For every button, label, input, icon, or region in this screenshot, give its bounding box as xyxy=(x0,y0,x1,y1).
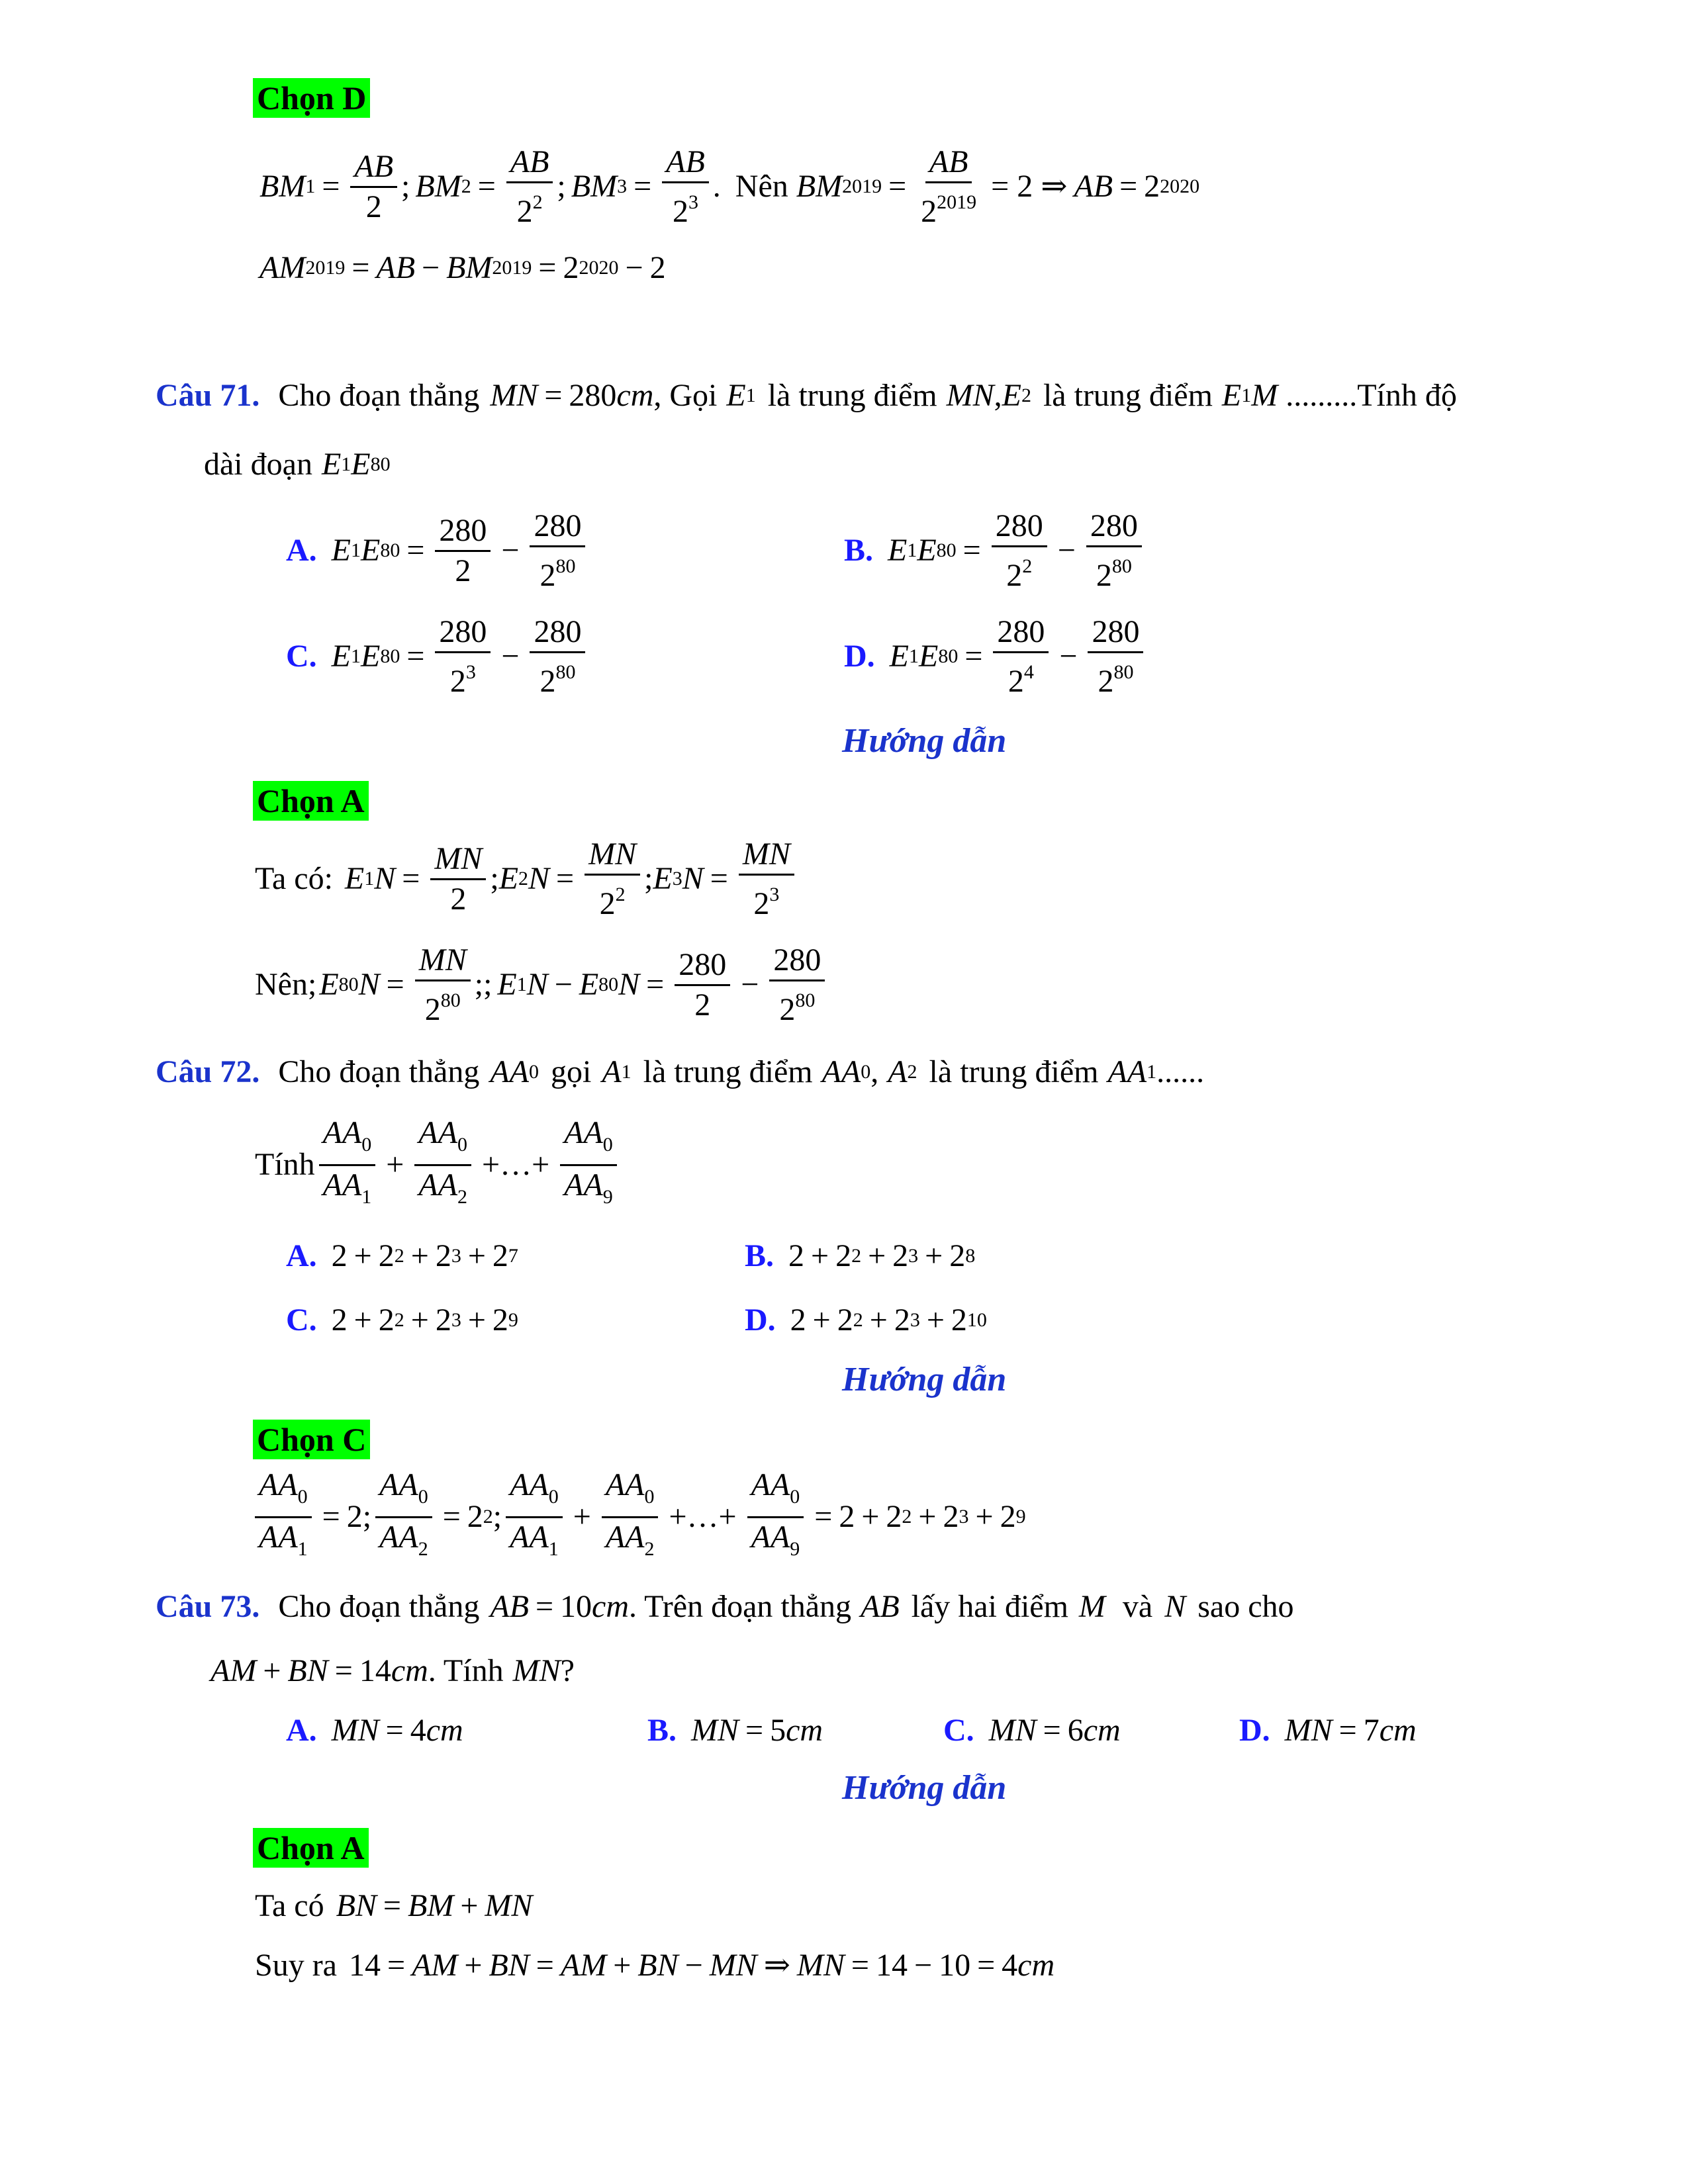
option-72-a[interactable]: A. 2 + 2 2 + 2 3 + 2 7 xyxy=(286,1238,518,1273)
solution-73-line2: Suy ra 14 = AM + BN = AM + BN − MN ⇒ MN = 14 − 10 = 4 cm xyxy=(255,1948,1055,1983)
option-72-b[interactable]: B. 2 + 2 2 + 2 3 + 2 8 xyxy=(745,1238,976,1273)
option-72-c[interactable]: C. 2 + 2 2 + 2 3 + 2 9 xyxy=(286,1302,518,1338)
question-72-expression: Tính $\frac{AA_0}{AA_1}$ + $\frac{AA_0}{AA_2}$ +…+ $\frac{AA_0}{AA_9}$ xyxy=(255,1125,621,1205)
answer-badge-72: Chọn C xyxy=(253,1420,370,1459)
solution-72: $\frac{AA_0}{AA_1}$ = 2; $\frac{AA_0}{AA_2}$ = 2 2 ; $\frac{AA_0}{AA_1}$ + $\frac{AA_0}{AA_2}$ +…+ $\frac{AA_0}{AA_9}$ = 2 + 2 2 + 2 3 + 2 9 xyxy=(255,1477,1026,1557)
answer-badge-73: Chọn A xyxy=(253,1828,369,1868)
solution-71-line1: Ta có: E 1 N = $\frac{MN}{2}$ ; E 2 N = $\frac{MN}{2^2}$ ; E 3 N = $\frac{MN}{2^3}$ xyxy=(255,839,798,919)
answer-badge-70: Chọn D xyxy=(253,78,370,118)
question-72: Câu 72. Cho đoạn thẳng AA 0 gọi A 1 là trung điểm AA 0 , A 2 là trung điểm AA 1 ...... xyxy=(156,1054,1205,1089)
option-71-b[interactable]: B. E 1 E 80 = $\frac{280}{2^2}$ − $\frac{280}{2^{80}}$ xyxy=(844,511,1146,590)
option-71-c[interactable]: C. E 1 E 80 = $\frac{280}{2^3}$ − $\frac{280}{2^{80}}$ xyxy=(286,617,589,696)
formula-am2019: AM 2019 = AB − BM 2019 = 2 2020 − 2 xyxy=(259,250,666,285)
option-73-b[interactable]: B. MN = 5 cm xyxy=(647,1713,823,1748)
option-73-c[interactable]: C. MN = 6 cm xyxy=(943,1713,1121,1748)
formula-bm-series: BM 1 = $\frac{AB}{2}$ ; BM 2 = $\frac{AB}{2^2}$ ; BM 3 = $\frac{AB}{2^3}$ . Nên BM 2019 = $\frac{AB}{2^{2019}}$ = 2 ⇒ AB = 2 2020 xyxy=(259,144,1200,229)
option-71-a[interactable]: A. E 1 E 80 = $\frac{280}{2}$ − $\frac{280}{2^{80}}$ xyxy=(286,511,589,590)
answer-badge-71: Chọn A xyxy=(253,781,369,821)
solution-73-line1: Ta có BN = BM + MN xyxy=(255,1888,533,1923)
solution-71-line2: Nên; E 80 N = $\frac{MN}{2^{80}}$ ;; E 1 N − E 80 N = $\frac{280}{2}$ − $\frac{280}{2^{80}}$ xyxy=(255,945,829,1024)
question-73-line2: AM + BN = 14 cm . Tính MN ? xyxy=(211,1653,575,1688)
guide-heading-73: Hướng dẫn xyxy=(842,1769,1007,1807)
guide-heading-71: Hướng dẫn xyxy=(842,722,1007,760)
question-71-line2: dài đoạn E 1 E 80 xyxy=(204,447,391,482)
option-73-d[interactable]: D. MN = 7 cm xyxy=(1239,1713,1417,1748)
option-71-d[interactable]: D. E 1 E 80 = $\frac{280}{2^4}$ − $\frac{280}{2^{80}}$ xyxy=(844,617,1147,696)
question-73: Câu 73. Cho đoạn thẳng AB = 10 cm . Trên đoạn thẳng AB lấy hai điểm M và N sao cho xyxy=(156,1589,1294,1624)
question-71: Câu 71. Cho đoạn thẳng MN = 280 cm , Gọi E 1 là trung điểm MN , E 2 là trung điểm E 1 M .........Tính độ xyxy=(156,378,1457,413)
option-73-a[interactable]: A. MN = 4 cm xyxy=(286,1713,463,1748)
option-72-d[interactable]: D. 2 + 2 2 + 2 3 + 2 10 xyxy=(745,1302,987,1338)
guide-heading-72: Hướng dẫn xyxy=(842,1361,1007,1398)
